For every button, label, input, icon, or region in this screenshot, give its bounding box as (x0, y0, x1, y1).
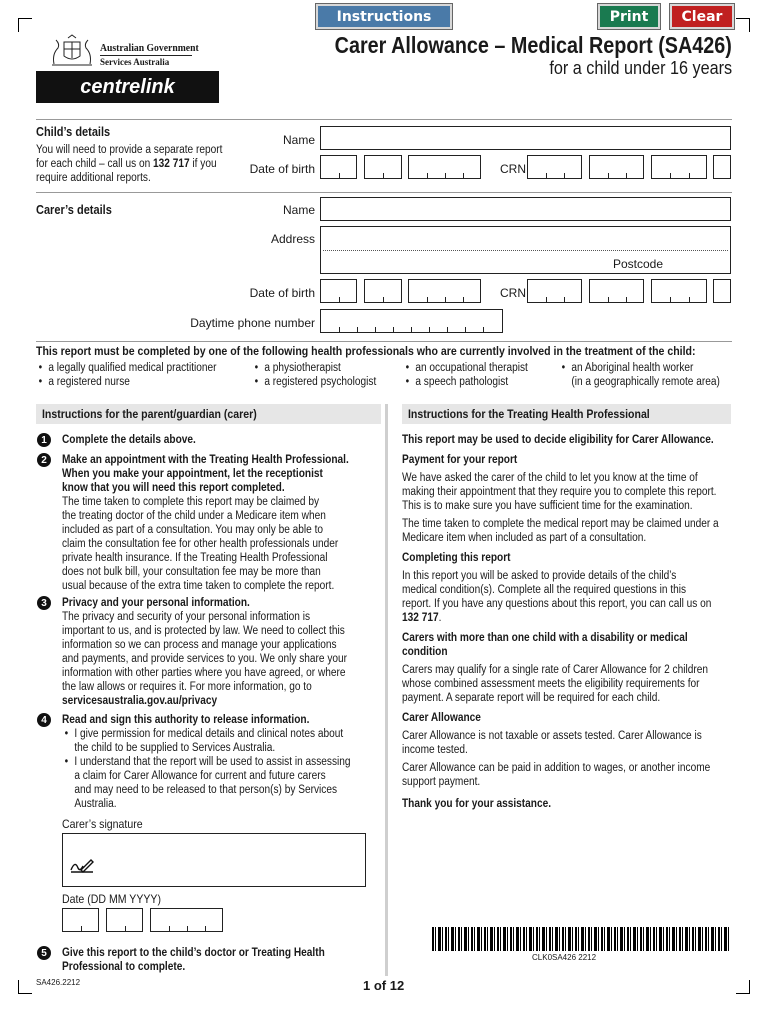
lead-text: This report may be used to decide eligibility for Carer Allowance. (402, 434, 714, 446)
step-text: private health insurance. If the Treating Health Professional (62, 552, 328, 564)
header-text: Instructions for the Treating Health Professional (408, 407, 650, 421)
phone-number: 132 717 (402, 612, 439, 624)
carer-crn-part-3[interactable] (651, 279, 707, 303)
signature-date-year[interactable] (150, 908, 223, 932)
professional-instructions-header (402, 404, 731, 424)
step-text: and payments, and provide services to you. We only share your (62, 653, 348, 665)
carer-dob-day[interactable] (320, 279, 357, 303)
child-dob-year[interactable] (408, 155, 481, 179)
carer-crn-part-1[interactable] (527, 279, 582, 303)
signature-date-day[interactable] (62, 908, 99, 932)
step-text: claim the consultation fee for other health professionals under (62, 538, 339, 550)
step-text: does not bulk bill, your consultation fee may be more than (62, 566, 321, 578)
step-5 (62, 946, 325, 974)
section-heading: Completing this report (402, 552, 511, 564)
step-number-1: 1 (37, 433, 51, 447)
child-crn-part-1[interactable] (527, 155, 582, 179)
professional-instructions-text (402, 433, 719, 811)
privacy-link[interactable]: servicesaustralia.gov.au/privacy (62, 695, 218, 707)
child-dob-label: Date of birth (249, 162, 315, 176)
carer-name-label: Name (282, 203, 315, 217)
child-crn-check[interactable] (713, 155, 731, 179)
section-heading: Carers with more than one child with a disability or medical (402, 632, 688, 644)
page-subtitle: for a child under 16 years (549, 58, 732, 78)
column-divider (385, 404, 388, 976)
step-text: Make an appointment with the Treating Health Professional. (62, 454, 349, 466)
body-text: Carers may qualify for a single rate of Carer Allowance for 2 children (402, 664, 708, 676)
logo-line-1: Australian Government (100, 42, 199, 54)
carer-details-heading: Carer’s details (36, 203, 112, 217)
body-text: Medicare item when included as part of a consultation. (402, 532, 647, 544)
step-text: important to us, and is protected by law. We need to collect this (62, 625, 345, 637)
step-text: The time taken to complete this report may be claimed by (62, 496, 320, 508)
address-dotted-line (323, 250, 728, 251)
body-text: income tested. (402, 744, 468, 756)
barcode (432, 927, 730, 951)
print-button[interactable]: Print (598, 4, 660, 29)
coat-of-arms-logo (46, 34, 98, 68)
authority-item: and may need to be released to that person(s) by Services (74, 784, 338, 796)
header-text: Instructions for the parent/guardian (carer) (42, 407, 257, 421)
date-label: Date (DD MM YYYY) (62, 892, 161, 906)
signature-field[interactable] (62, 833, 366, 887)
body-text: Carer Allowance can be paid in addition to wages, or another income (402, 762, 711, 774)
step-number-2: 2 (37, 453, 51, 467)
step-text: the law allows or requires it. For more information, go to (62, 681, 312, 693)
page-title (335, 32, 732, 59)
signature-date-month[interactable] (106, 908, 143, 932)
logo-line-2: Services Australia (100, 57, 170, 67)
carer-address-label: Address (270, 232, 315, 246)
step-number-3: 3 (37, 596, 51, 610)
form-version-code: SA426.2212 (36, 978, 81, 987)
step-text: Privacy and your personal information. (62, 597, 250, 609)
professional-list-col-2 (252, 361, 376, 389)
professionals-intro: This report must be completed by one of the following health professionals who are currently involved in the treatment of the child: (36, 344, 696, 358)
professional-list-col-4 (559, 361, 720, 389)
carer-crn-check[interactable] (713, 279, 731, 303)
step-text: Give this report to the child’s doctor or Treating Health (62, 947, 325, 959)
registration-mark (736, 18, 750, 32)
body-text: In this report you will be asked to provide details of the child’s (402, 570, 677, 582)
authority-item: the child to be supplied to Services Australia. (74, 742, 276, 754)
phone-number: 132 717 (153, 158, 190, 170)
note-text: if you (189, 158, 217, 170)
logo-divider (100, 55, 192, 56)
body-text: 132 717. (402, 612, 442, 624)
child-crn-label: CRN (500, 162, 526, 176)
professional-item: • a physiotherapist (252, 361, 376, 375)
child-name-label: Name (282, 133, 315, 147)
step-3 (62, 596, 347, 708)
centrelink-logo: centrelink (36, 71, 219, 103)
professional-item: • an occupational therapist (403, 361, 528, 375)
divider (36, 341, 732, 342)
step-number-5: 5 (37, 946, 51, 960)
note-text: for each child – call us on (36, 158, 154, 170)
authority-item: • I give permission for medical details and clinical notes about (62, 727, 351, 741)
professional-item: • a registered nurse (36, 375, 217, 389)
body-text: making their appointment that they require you to complete this report. (402, 486, 717, 498)
section-heading: Payment for your report (402, 454, 518, 466)
step-text: Complete the details above. (62, 434, 196, 446)
step-text: the treating doctor of the child under a Medicare item when (62, 510, 326, 522)
carer-dob-label: Date of birth (249, 286, 315, 300)
postcode-label: Postcode (613, 257, 664, 271)
professional-list-col-3 (403, 361, 528, 389)
professional-item-note: (in a geographically remote area) (571, 376, 720, 388)
step-text: usual because of the extra time taken to complete the report. (62, 580, 335, 592)
body-text: whose combined assessment meets the eligibility requirements for (402, 678, 700, 690)
note-line (36, 157, 222, 171)
step-4 (62, 713, 351, 811)
registration-mark (18, 980, 32, 994)
note-line: require additional reports. (36, 172, 151, 184)
step-text: included as part of a consultation. You may only be able to (62, 524, 324, 536)
step-text: When you make your appointment, let the receptionist (62, 468, 323, 480)
step-text: know that you will need this report completed. (62, 482, 285, 494)
carer-phone-label: Daytime phone number (190, 316, 315, 330)
title-text: Carer Allowance – Medical Report (334, 32, 653, 58)
authority-item: • I understand that the report will be used to assist in assessing (62, 755, 351, 769)
step-text: The privacy and security of your personal information is (62, 611, 311, 623)
section-heading: condition (402, 646, 448, 658)
carer-phone-field[interactable] (320, 309, 503, 333)
step-text: information with other parties where you have agreed, or where (62, 667, 346, 679)
signature-label: Carer’s signature (62, 817, 143, 831)
body-text: report. If you have any questions about this report, you can call us on (402, 598, 712, 610)
carer-crn-label: CRN (500, 286, 526, 300)
step-text: Read and sign this authority to release information. (62, 714, 310, 726)
clear-button[interactable]: Clear (670, 4, 734, 29)
registration-mark (736, 980, 750, 994)
thanks-text: Thank you for your assistance. (402, 798, 552, 810)
professional-item: • a legally qualified medical practitioner (36, 361, 217, 375)
step-number-4: 4 (37, 713, 51, 727)
child-crn-part-3[interactable] (651, 155, 707, 179)
carer-dob-year[interactable] (408, 279, 481, 303)
carer-instructions-header (36, 404, 381, 424)
page-number: 1 of 12 (363, 978, 405, 993)
note-line: You will need to provide a separate report (36, 144, 223, 156)
registration-mark (18, 18, 32, 32)
authority-item: a claim for Carer Allowance for current and future carers (74, 770, 326, 782)
divider (36, 192, 732, 193)
body-text: We have asked the carer of the child to let you know at the time of (402, 472, 698, 484)
divider (36, 119, 732, 120)
child-dob-month[interactable] (364, 155, 402, 179)
form-code: (SA426) (658, 32, 732, 58)
section-heading: Carer Allowance (402, 712, 481, 724)
professional-item: • a registered psychologist (252, 375, 376, 389)
step-text: Professional to complete. (62, 961, 186, 973)
body-text: medical condition(s). Complete all the required questions in this (402, 584, 687, 596)
step-1 (62, 433, 196, 447)
professional-item: • a speech pathologist (403, 375, 528, 389)
body-text: Carer Allowance is not taxable or assets tested. Carer Allowance is (402, 730, 702, 742)
barcode-text: CLK0SA426 2212 (532, 953, 597, 962)
step-text: information so we can process and manage your applications (62, 639, 337, 651)
instructions-button[interactable]: Instructions (316, 4, 452, 29)
child-crn-part-2[interactable] (589, 155, 644, 179)
pen-icon (69, 856, 95, 874)
body-text: support payment. (402, 776, 481, 788)
carer-address-field[interactable] (320, 226, 731, 274)
step-2 (62, 453, 349, 593)
body-text: This is to make sure you have sufficient time for the examination. (402, 500, 693, 512)
child-name-field[interactable] (320, 126, 731, 150)
child-dob-day[interactable] (320, 155, 357, 179)
body-text: The time taken to complete the medical report may be claimed under a (402, 518, 719, 530)
carer-dob-month[interactable] (364, 279, 402, 303)
professional-item: • an Aboriginal health worker (559, 361, 720, 375)
authority-item: Australia. (74, 798, 117, 810)
child-details-heading: Child’s details (36, 125, 111, 139)
carer-name-field[interactable] (320, 197, 731, 221)
professional-list-col-1 (36, 361, 217, 389)
child-details-note (36, 143, 222, 185)
carer-crn-part-2[interactable] (589, 279, 644, 303)
body-text: payment. A separate report will be required for each child. (402, 692, 661, 704)
